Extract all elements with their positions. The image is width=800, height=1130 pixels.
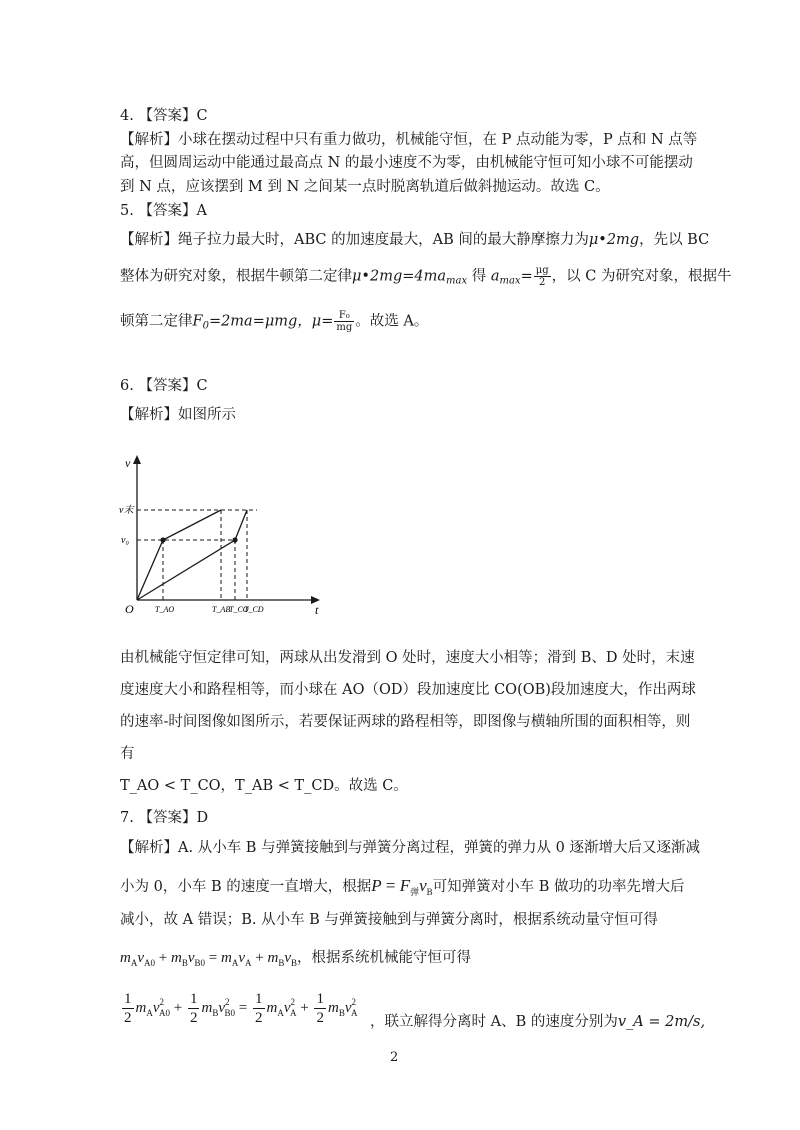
q5-fraction-mu: $\frac{\text{F₀}}{mg}$ (336, 310, 353, 333)
origin-label: O (125, 602, 134, 616)
q7-analysis-line-1: 【解析】A. 从小车 B 与弹簧接触到与弹簧分离过程，弹簧的弹力从 0 逐渐增大后又逐渐减 (120, 840, 701, 856)
v-top-label: v末 (119, 505, 134, 516)
point-co (232, 537, 237, 542)
point-ao (160, 537, 165, 542)
velocity-time-graph (115, 452, 325, 617)
t-ab-label: T_AB (212, 605, 231, 614)
y-axis-label: v (125, 456, 131, 470)
q7-analysis-line-5: ，联立解得分离时 A、B 的速度分别为v_A = 2m/s, (370, 1014, 706, 1030)
q6-analysis-line-3: 的速率-时间图像如图所示，若要保证两球的路程相等，即图像与横轴所围的面积相等，则 (120, 714, 691, 730)
q4-answer: 4. 【答案】C (120, 108, 208, 124)
q7-analysis-line-2: 小为 0，小车 B 的速度一直增大，根据$P = F_弹v_B$可知弹簧对小车 B 做功的功率先增大后 (120, 876, 685, 897)
q5-fraction-a-max: $\frac{\mu g}{2}$ (535, 265, 549, 288)
t-ao-label: T_AO (155, 605, 175, 614)
q6-analysis-line-1: 由机械能守恒定律可知，两球从出发滑到 O 处时，速度大小相等；滑到 B、D 处时，末速 (120, 650, 695, 666)
q6-analysis-line-4: 有 (120, 746, 135, 762)
v0-label: v₀ (121, 535, 129, 546)
q6-conclusion: T_AO < T_CO，T_AB < T_CD。故选 C。 (120, 778, 408, 794)
curve-ball-2 (137, 510, 247, 600)
q4-analysis-line-1: 【解析】小球在摆动过程中只有重力做功，机械能守恒，在 P 点动能为零，P 点和 N 点等 (120, 132, 698, 148)
t-co-label: T_CO (229, 605, 249, 614)
q6-answer: 6. 【答案】C (120, 378, 208, 394)
q4-analysis-line-3: 到 N 点，应该摆到 M 到 N 之间某一点时脱离轨道后做斜抛运动。故选 C。 (120, 179, 610, 195)
q5-analysis-line-3: 顿第二定律$F_0=2ma=\mu mg$，μ= $\frac{\text{F₀}}{mg}$ 。故选 A。 (120, 310, 429, 333)
q7-answer: 7. 【答案】D (120, 810, 209, 826)
energy-equation: $\frac{1}{2}$ $m_Av^2_{A0}$ + $\frac{1}{2}$ $m_Bv^2_{B0}$ = $\frac{1}{2}$ $m_Av^2_A$ + $\frac{1}{2}$ $m_Bv^2_A$ (124, 991, 358, 1026)
q6-analysis-line-2: 度速度大小和路程相等，而小球在 AO（OD）段加速度比 CO(OB)段加速度大，作出两球 (120, 682, 696, 698)
q5-answer: 5. 【答案】A (120, 203, 207, 219)
x-axis-label: t (315, 603, 319, 617)
page-number: 2 (390, 1050, 399, 1065)
q6-analysis-intro: 【解析】如图所示 (120, 407, 236, 423)
curve-ball-1 (137, 510, 221, 600)
q5-analysis-line-2: 整体为研究对象，根据牛顿第二定律$\mu•2mg=4ma_{max}$ 得 $a_{max}=$ $\frac{\mu g}{2}$ ，以 C 为研究对象，根据牛 (120, 265, 732, 288)
q5-analysis-line-1: 【解析】绳子拉力最大时，ABC 的加速度最大，AB 间的最大静摩擦力为μ•2mg，先以 BC (120, 232, 710, 248)
q7-analysis-line-3: 减小，故 A 错误；B. 从小车 B 与弹簧接触到与弹簧分离时，根据系统动量守恒可得 (120, 912, 658, 928)
t-cd-label: T_CD (244, 605, 264, 614)
momentum-equation: $m_Av_{A0} + m_Bv_{B0} = m_Av_A + m_Bv_B$，根据系统机械能守恒可得 (120, 950, 472, 968)
power-formula: $P = F_弹v_B$ (371, 876, 433, 897)
q4-analysis-line-2: 高，但圆周运动中能通过最高点 N 的最小速度不为零，由机械能守恒可知小球不可能摆动 (120, 155, 693, 171)
y-axis-arrow (133, 455, 141, 464)
